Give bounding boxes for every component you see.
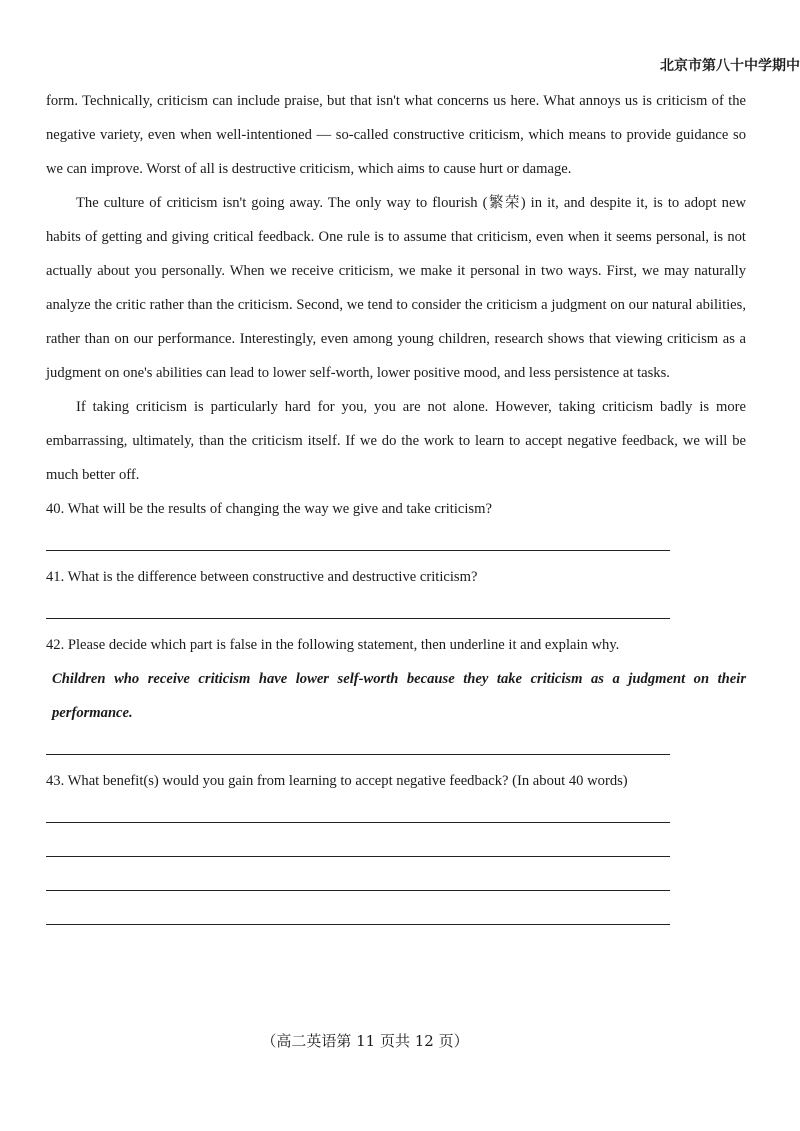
answer-line-43-1[interactable] (46, 798, 746, 832)
answer-line-42[interactable] (46, 730, 746, 764)
passage-paragraph-1: form. Technically, criticism can include praise, but that isn't what concerns us here. What annoys us is criticism of the negative variety, even when well-intentioned — so-called constructive criticism, which means to provide guidance so we can improve. Worst of all is destructive criticism, which aims to cause hurt or damage. (46, 93, 746, 177)
answer-line-41[interactable] (46, 594, 746, 628)
answer-line-43-4[interactable] (46, 900, 746, 934)
question-43: 43. What benefit(s) would you gain from learning to accept negative feedback? (In about 40 words) (46, 773, 628, 789)
page-footer: （高二英语第 11 页共 12 页） (261, 1032, 469, 1050)
passage-paragraph-2: The culture of criticism isn't going away. The only way to flourish (繁荣) in it, and despite it, is to adopt new habits of getting and giving critical feedback. One rule is to assume that criticism, even when it seems personal, is not actually about you personally. When we receive criticism, we make it personal in two ways. First, we may naturally analyze the critic rather than the criticism. Second, we tend to consider the criticism a judgment on our natural abilities, rather than on our performance. Interestingly, even among young children, research shows that viewing criticism as a judgment on one's abilities can lead to lower self-worth, lower positive mood, and less persistence at tasks. (46, 195, 746, 381)
question-42: 42. Please decide which part is false in the following statement, then underline it and explain why. (46, 637, 620, 653)
exam-content (46, 84, 746, 934)
school-header: 北京市第八十中学期中 (660, 58, 800, 74)
question-40: 40. What will be the results of changing the way we give and take criticism? (46, 501, 492, 517)
passage-paragraph-3: If taking criticism is particularly hard for you, you are not alone. However, taking criticism badly is more embarrassing, ultimately, than the criticism itself. If we do the work to learn to accept negative feedback, we will be much better off. (46, 399, 746, 483)
answer-line-40[interactable] (46, 526, 746, 560)
answer-line-43-2[interactable] (46, 832, 746, 866)
answer-line-43-3[interactable] (46, 866, 746, 900)
question-42-statement: Children who receive criticism have lower self-worth because they take criticism as a judgment on their performance. (52, 671, 746, 721)
question-41: 41. What is the difference between constructive and destructive criticism? (46, 569, 478, 585)
